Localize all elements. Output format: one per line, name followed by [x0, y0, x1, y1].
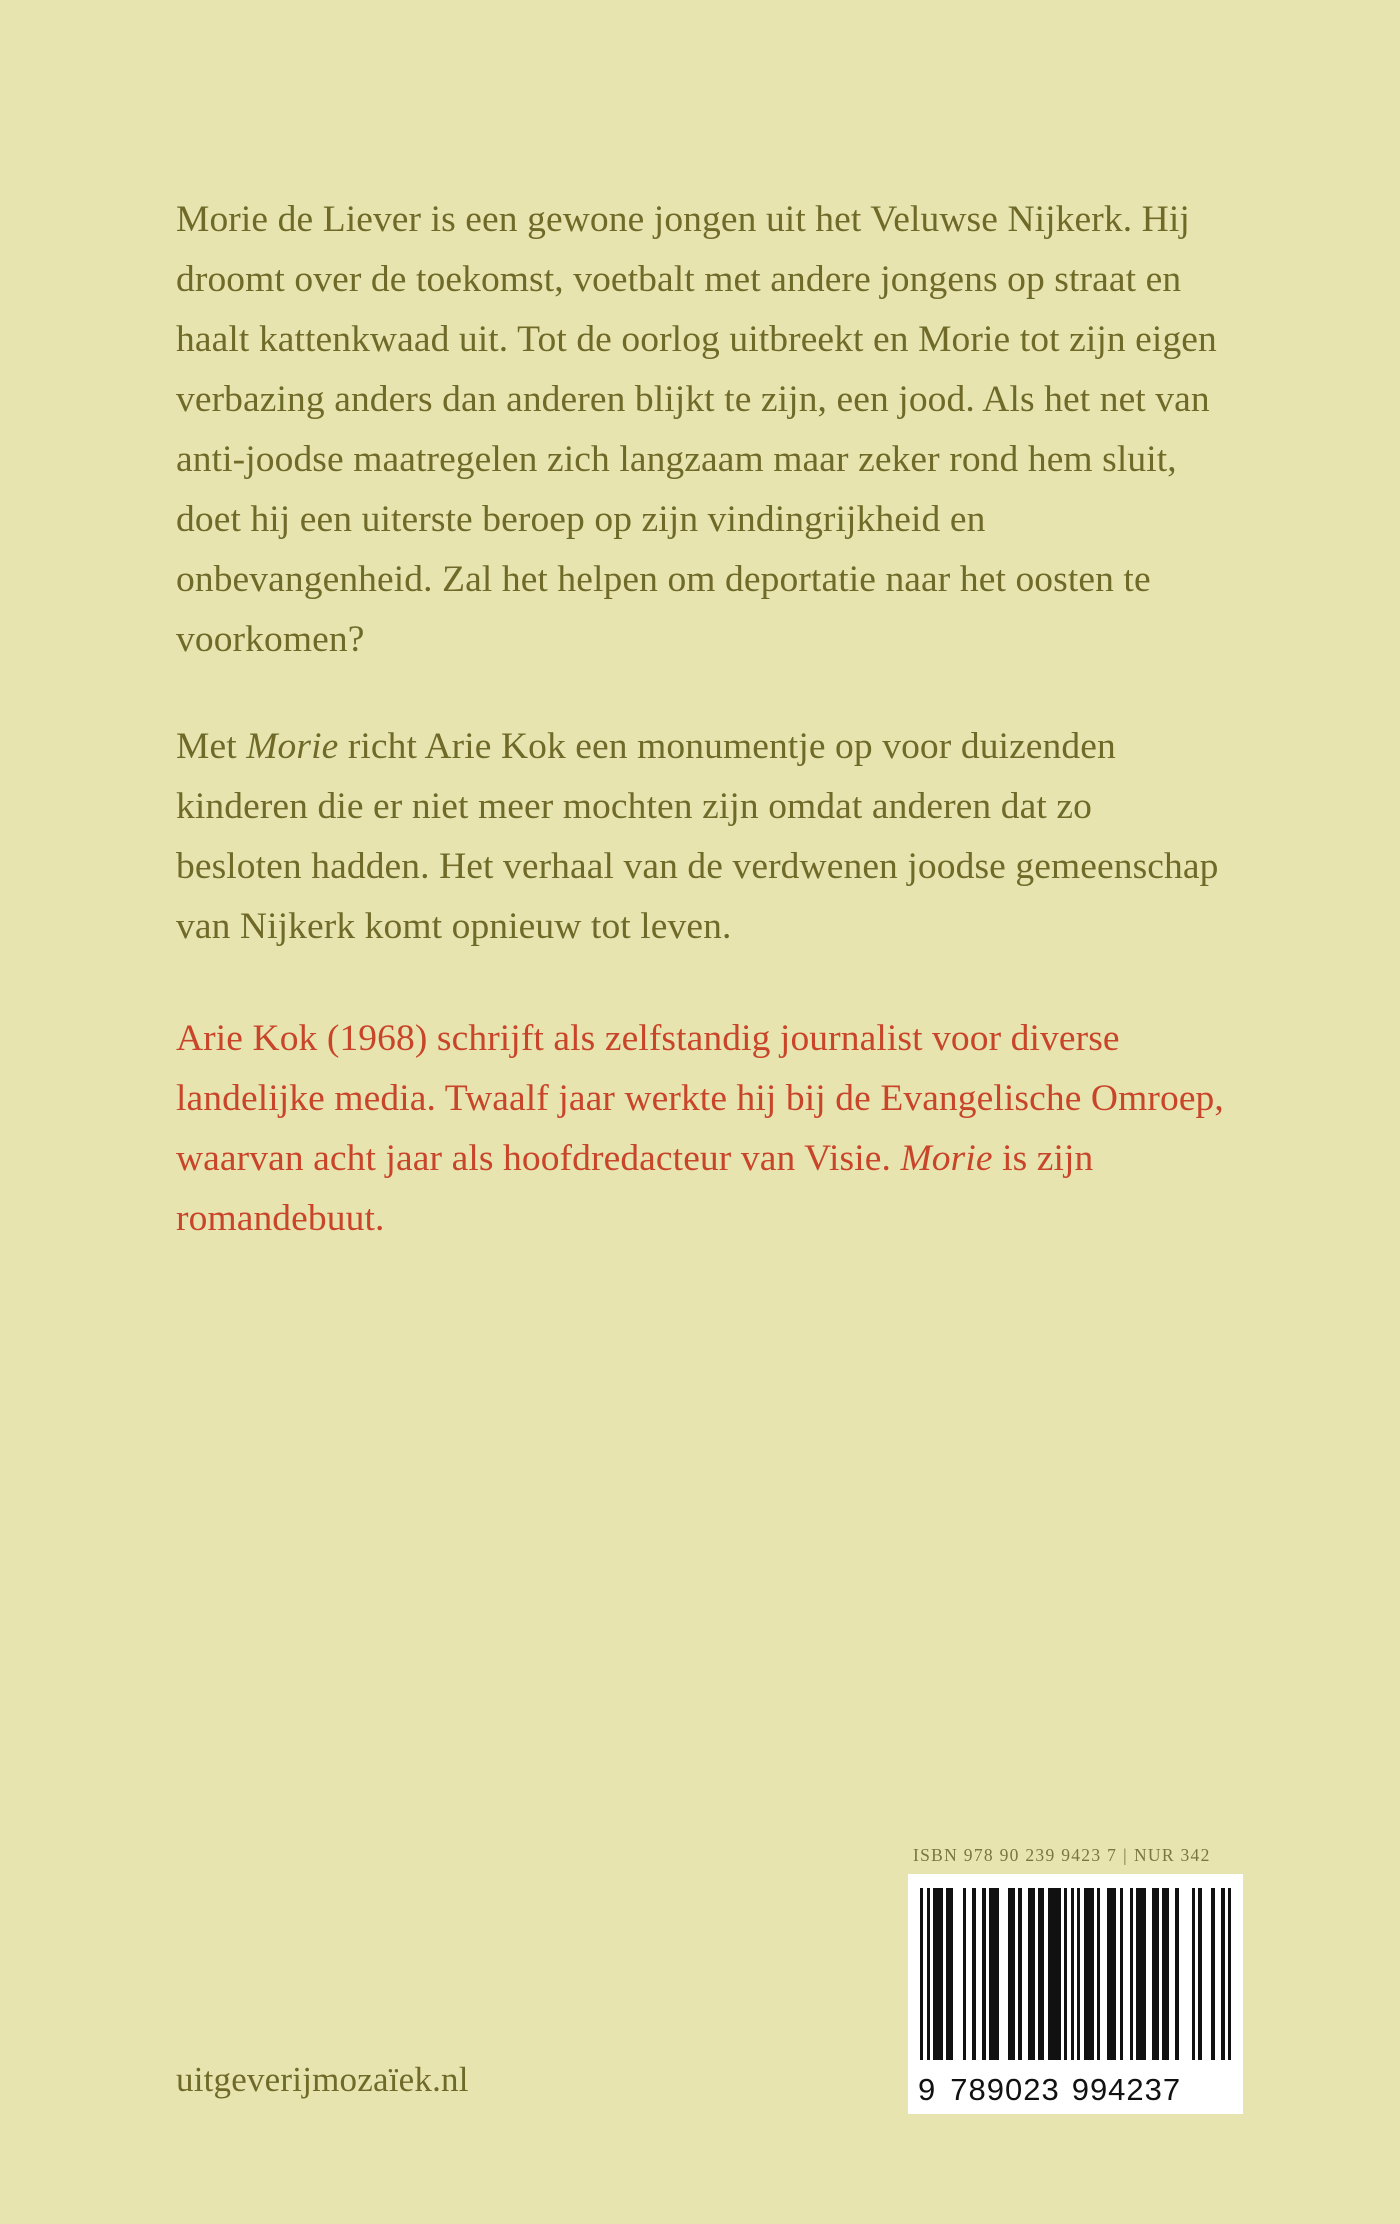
synopsis-paragraph: Morie de Liever is een gewone jongen uit het Veluwse Nijkerk. Hij droomt over de toekomst, voetbalt met andere jongens op straat en haalt kattenkwaad uit. Tot de oorlog uitbreekt en Morie tot zijn eigen verbazing anders dan anderen blijkt te zijn, een jood. Als het net van anti-joodse maatregelen zich langzaam maar zeker rond hem sluit, doet hij een uiterste beroep op zijn vindingrijkheid en onbevangenheid. Zal het helpen om deportatie naar het oosten te voorkomen? [176, 199, 1217, 660]
isbn-label: ISBN [913, 1845, 959, 1865]
nur-value: 342 [1180, 1845, 1211, 1865]
blurb-text-block [176, 190, 1226, 1296]
barcode-group-1: 789023 [950, 2072, 1060, 2107]
about-book-text-after: richt Arie Kok een monumentje op voor duizenden kinderen die er niet meer mochten zijn omdat anderen dat zo besloten hadden. Het verhaal van de verdwenen joodse gemeenschap van Nijkerk komt opnieuw tot leven. [176, 726, 1219, 947]
author-bio-text-part-1: Arie Kok (1968) schrijft als zelfstandig journalist voor diverse landelijke media. Twaalf jaar werkte hij bij de Evangelische Omroep, waarvan acht jaar als hoofdredacteur van Visie. [176, 1018, 1224, 1179]
isbn-nur-separator: | [1123, 1845, 1128, 1865]
about-book-paragraph [176, 717, 1226, 957]
barcode-digits [908, 2068, 1243, 2108]
barcode-group-2: 994237 [1071, 2072, 1182, 2107]
barcode-bars [920, 1888, 1231, 2060]
isbn-nur-line [913, 1845, 1211, 1866]
ean13-barcode [908, 1874, 1243, 2114]
nur-label: NUR [1133, 1845, 1175, 1865]
about-book-text-before: Met [176, 726, 247, 767]
author-bio-text-part-2: is zijn romandebuut. [176, 1138, 1094, 1239]
book-title-italic-bio: Morie [900, 1138, 993, 1179]
barcode-lead-digit: 9 [918, 2072, 937, 2107]
author-bio-paragraph [176, 1009, 1226, 1249]
book-title-italic: Morie [246, 726, 339, 767]
isbn-number: 978 90 239 9423 7 [963, 1845, 1118, 1865]
publisher-website[interactable]: uitgeverijmozaïek.nl [176, 2060, 469, 2099]
